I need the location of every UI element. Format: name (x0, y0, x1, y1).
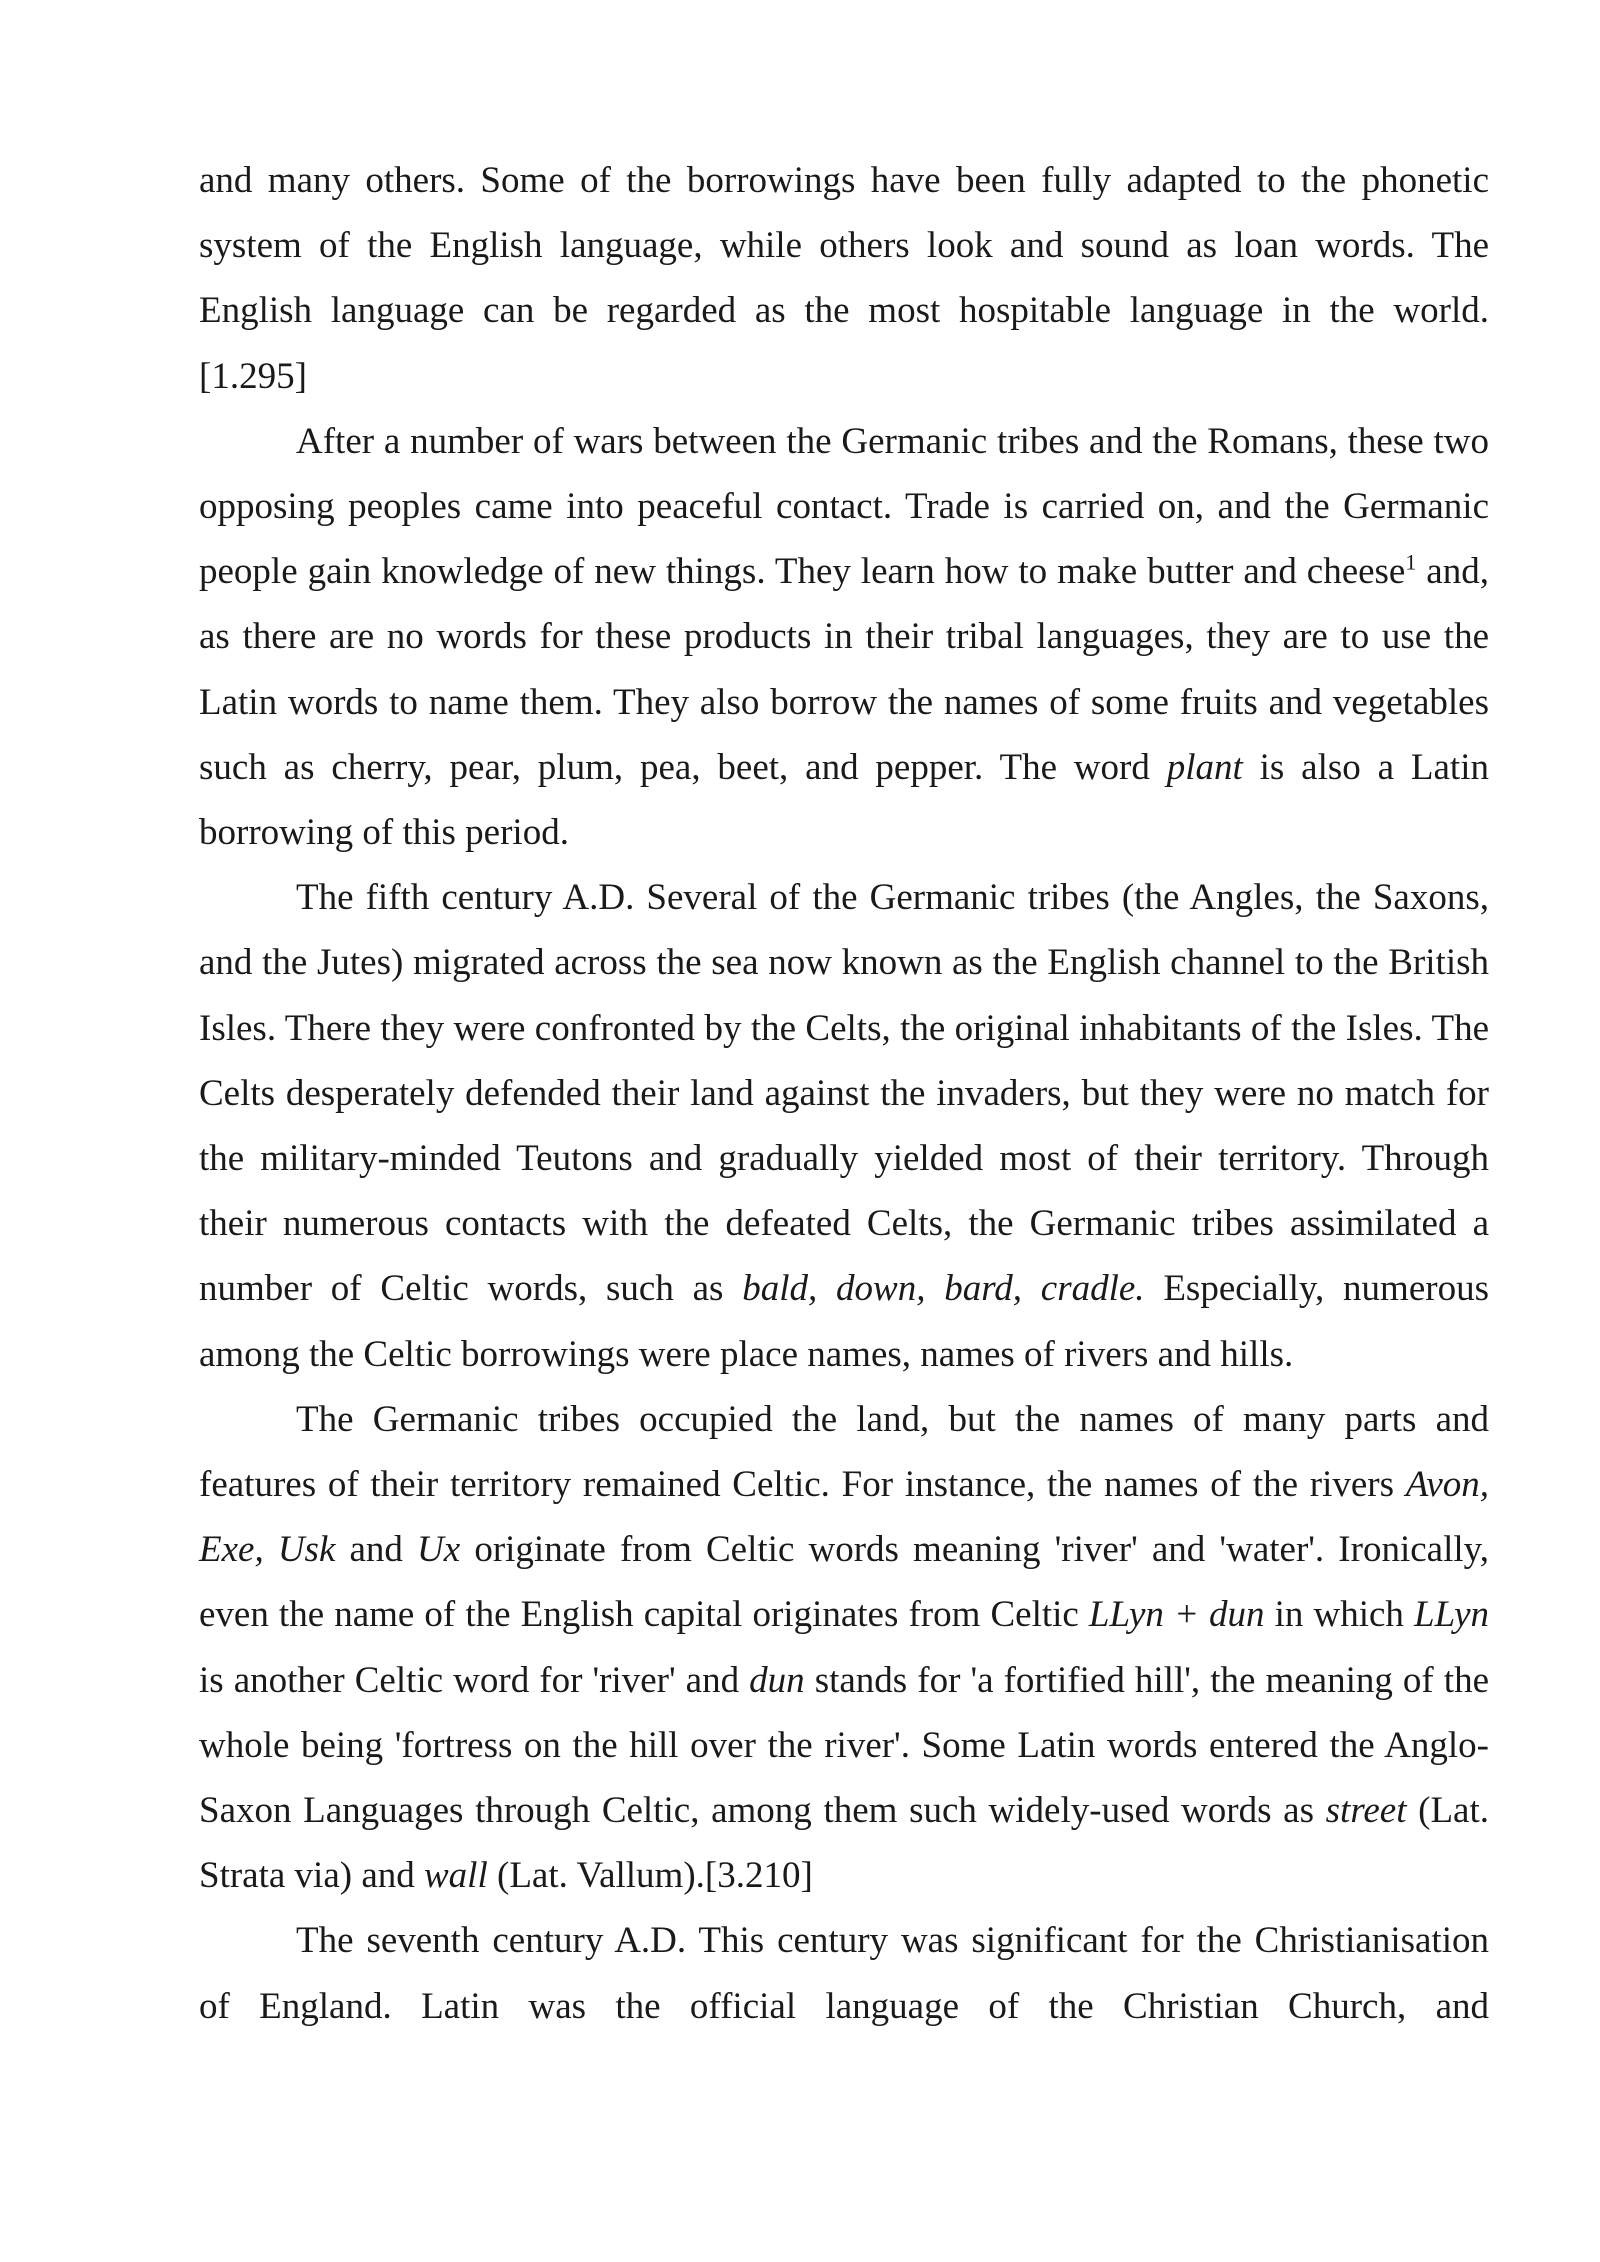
text-run: (Lat. Strata via) and (199, 1790, 1490, 1897)
italic-term: plant (1166, 746, 1243, 788)
text-run: originate from Celtic words meaning 'river' and 'water'. Ironically, even the name of the English capital originates from Celtic (199, 1529, 1489, 1636)
paragraph-5 (199, 1908, 1489, 2038)
italic-term: LLyn + dun (1088, 1594, 1265, 1636)
text-run: and, as there are no words for these products in their tribal languages, they are to use the Latin words to name them. They also borrow the names of some fruits and vegetables such as cherry, pear, plum, pea, beet, and pepper. The word (199, 551, 1489, 788)
italic-term: Avon, Exe, Usk (199, 1464, 1489, 1571)
text-run: The Germanic tribes occupied the land, but the names of many parts and features of their territory remained Celtic. For instance, the names of the rivers (199, 1398, 1489, 1506)
text-run: in which (1264, 1594, 1415, 1636)
text-run: (Lat. Vallum).[3.210] (487, 1855, 813, 1897)
italic-term: wall (424, 1855, 488, 1897)
paragraph-1 (199, 148, 1489, 409)
text-run: After a number of wars between the Germanic tribes and the Romans, these two opposing peoples came into peaceful contact. Trade is carried on, and the Germanic people gain knowledge of new things. They learn how to make butter and cheese (199, 420, 1489, 593)
text-run: is another Celtic word for 'river' and (199, 1659, 750, 1701)
text-run: and (335, 1529, 418, 1571)
footnote-marker: 1 (1405, 549, 1417, 575)
italic-term: dun (749, 1659, 805, 1701)
italic-term: LLyn (1414, 1594, 1489, 1636)
italic-term: street (1325, 1790, 1407, 1832)
italic-term: bald, down, bard, cradle. (742, 1268, 1145, 1310)
text-run: The seventh century A.D. This century was significant for the Christianisation of England. Latin was the official language of the Christian Church, and (199, 1920, 1489, 2027)
text-run: Especially, numerous among the Celtic borrowings were place names, names of rivers and hills. (199, 1268, 1489, 1375)
text-run: and many others. Some of the borrowings have been fully adapted to the phonetic system of the English language, while others look and sound as loan words. The English language can be regarded as the most hospitable language in the world. [1.295] (199, 160, 1489, 397)
document-page (199, 148, 1489, 2039)
paragraph-2 (199, 409, 1489, 865)
italic-term: Ux (417, 1529, 461, 1571)
paragraph-4 (199, 1387, 1489, 1909)
text-run: stands for 'a fortified hill', the meaning of the whole being 'fortress on the hill over the river'. Some Latin words entered the Anglo-Saxon Languages through Celtic, among them such widely-used words as (199, 1659, 1489, 1832)
text-run: is also a Latin borrowing of this period. (199, 746, 1489, 854)
paragraph-3 (199, 865, 1489, 1387)
text-run: The fifth century A.D. Several of the Germanic tribes (the Angles, the Saxons, and the Jutes) migrated across the sea now known as the English channel to the British Isles. There they were confronted by the Celts, the original inhabitants of the Isles. The Celts desperately defended their land against the invaders, but they were no match for the military-minded Teutons and gradually yielded most of their territory. Through their numerous contacts with the defeated Celts, the Germanic tribes assimilated a number of Celtic words, such as (199, 877, 1489, 1310)
